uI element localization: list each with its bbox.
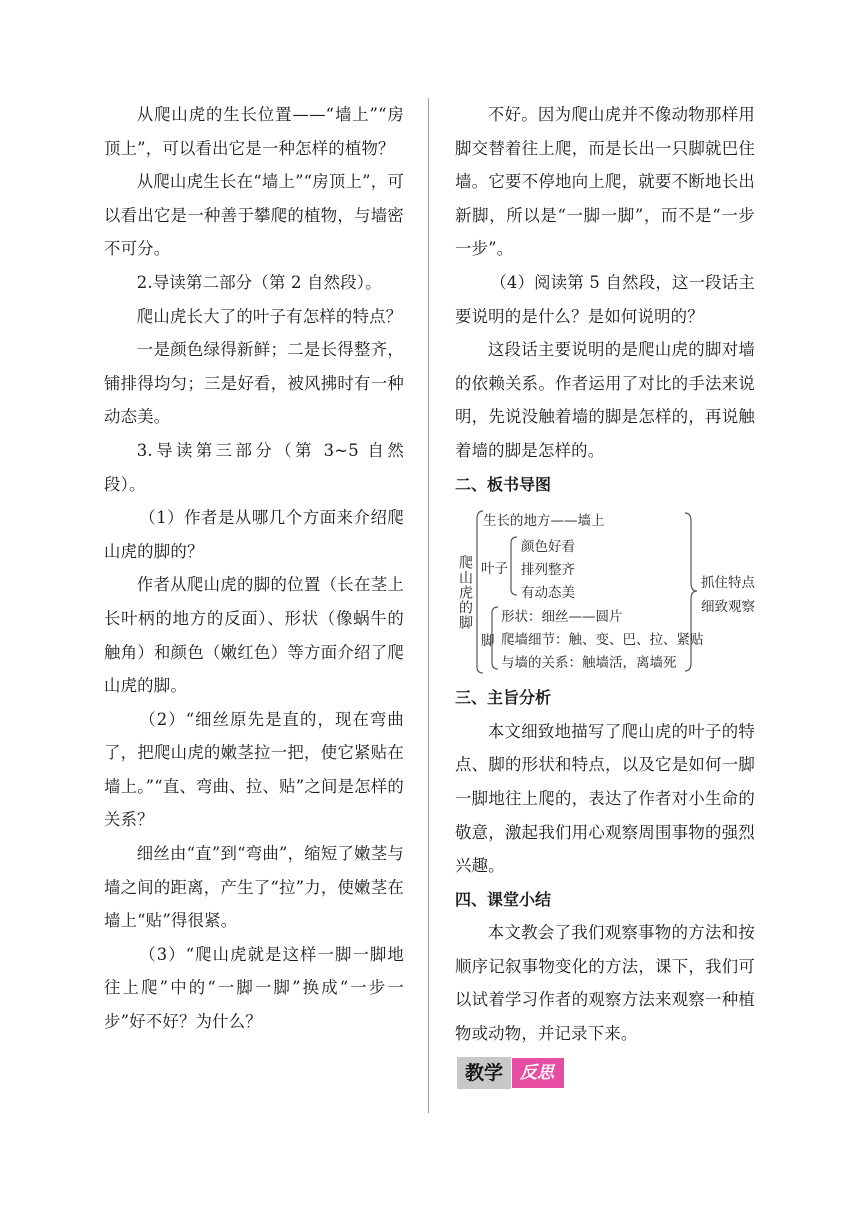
reflection-badge: [457, 1057, 565, 1089]
bracket-lines: [453, 507, 758, 675]
question: （4）阅读第 5 自然段，这一段话主要说明的是什么？是如何说明的？: [455, 272, 755, 326]
question: （1）作者是从哪几个方面来介绍爬山虎的脚的？: [104, 508, 404, 561]
badge-label: 教学: [457, 1057, 511, 1089]
board-foot-label: 脚: [481, 633, 495, 650]
paragraph: 从爬山虎的生长位置——“墙上”“房顶上”，可以看出它是一种怎样的植物？: [104, 105, 404, 158]
board-leaf-item: 有动态美: [521, 585, 575, 602]
paragraph: 细丝由“直”到“弯曲”，缩短了嫩茎与墙之间的距离，产生了“拉”力，使嫩茎在墙上“贴”得很紧。: [104, 844, 404, 931]
paragraph: 2.导读第二部分（第 2 自然段）。: [136, 272, 382, 292]
board-diagram: [453, 507, 758, 675]
board-leaf-item: 颜色好看: [521, 539, 575, 556]
paragraph: 不好。因为爬山虎并不像动物那样用脚交替着往上爬，而是长出一只脚就巴住墙。它要不停地向上爬，就要不断地长出新脚，所以是“一脚一脚”，而不是“一步一步”。: [455, 105, 755, 259]
board-summary: 抓住特点: [701, 575, 755, 592]
paragraph: 一是颜色绿得新鲜；二是长得整齐，铺排得均匀；三是好看，被风拂时有一种动态美。: [104, 340, 404, 427]
column-divider: [428, 98, 429, 1113]
board-foot-item: 与墙的关系：触墙活，离墙死: [501, 655, 677, 672]
section-heading: 四、课堂小结: [455, 889, 552, 909]
board-foot-item: 形状：细丝——圆片: [501, 609, 623, 626]
board-leaf-label: 叶子: [481, 561, 508, 578]
paragraph: 3.导读第三部分（第 3~5 自然段）。: [104, 440, 404, 494]
paragraph: 这段话主要说明的是爬山虎的脚对墙的依赖关系。作者运用了对比的手法来说明，先说没触着墙的脚是怎样的，再说触着墙的脚是怎样的。: [455, 340, 755, 460]
board-growth: 生长的地方——墙上: [483, 513, 605, 530]
paragraph: 本文教会了我们观察事物的方法和按顺序记叙事物变化的方法，课下，我们可以试着学习作者的观察方法来观察一种植物或动物，并记录下来。: [455, 923, 755, 1044]
question: （3）“爬山虎就是这样一脚一脚地往上爬”中的“一脚一脚”换成“一步一步”好不好？为什么？: [104, 944, 404, 1032]
question: （2）“细丝原先是直的，现在弯曲了，把爬山虎的嫩茎拉一把，使它紧贴在墙上。”“直、弯曲、拉、贴”之间是怎样的关系？: [104, 709, 404, 830]
right-column: [455, 98, 755, 1089]
left-column: [104, 98, 404, 1039]
section-heading: 三、主旨分析: [455, 688, 552, 708]
section-heading: 二、板书导图: [455, 474, 552, 494]
paragraph: 从爬山虎生长在“墙上”“房顶上”，可以看出它是一种善于攀爬的植物，与墙密不可分。: [104, 172, 404, 259]
badge-label-highlight: 反思: [511, 1057, 565, 1089]
paragraph: 本文细致地描写了爬山虎的叶子的特点、脚的形状和特点，以及它是如何一脚一脚地往上爬的，表达了作者对小生命的敬意，激起我们用心观察周围事物的强烈兴趣。: [455, 721, 755, 876]
board-leaf-item: 排列整齐: [521, 562, 575, 579]
paragraph: 爬山虎长大了的叶子有怎样的特点？: [136, 306, 403, 326]
paragraph: 作者从爬山虎的脚的位置（长在茎上长叶柄的地方的反面）、形状（像蜗牛的触角）和颜色（嫩红色）等方面介绍了爬山虎的脚。: [104, 575, 404, 696]
board-title: 爬山虎的脚: [457, 555, 473, 631]
board-foot-item: 爬墙细节：触、变、巴、拉、紧贴: [501, 632, 704, 649]
board-summary: 细致观察: [701, 599, 755, 616]
